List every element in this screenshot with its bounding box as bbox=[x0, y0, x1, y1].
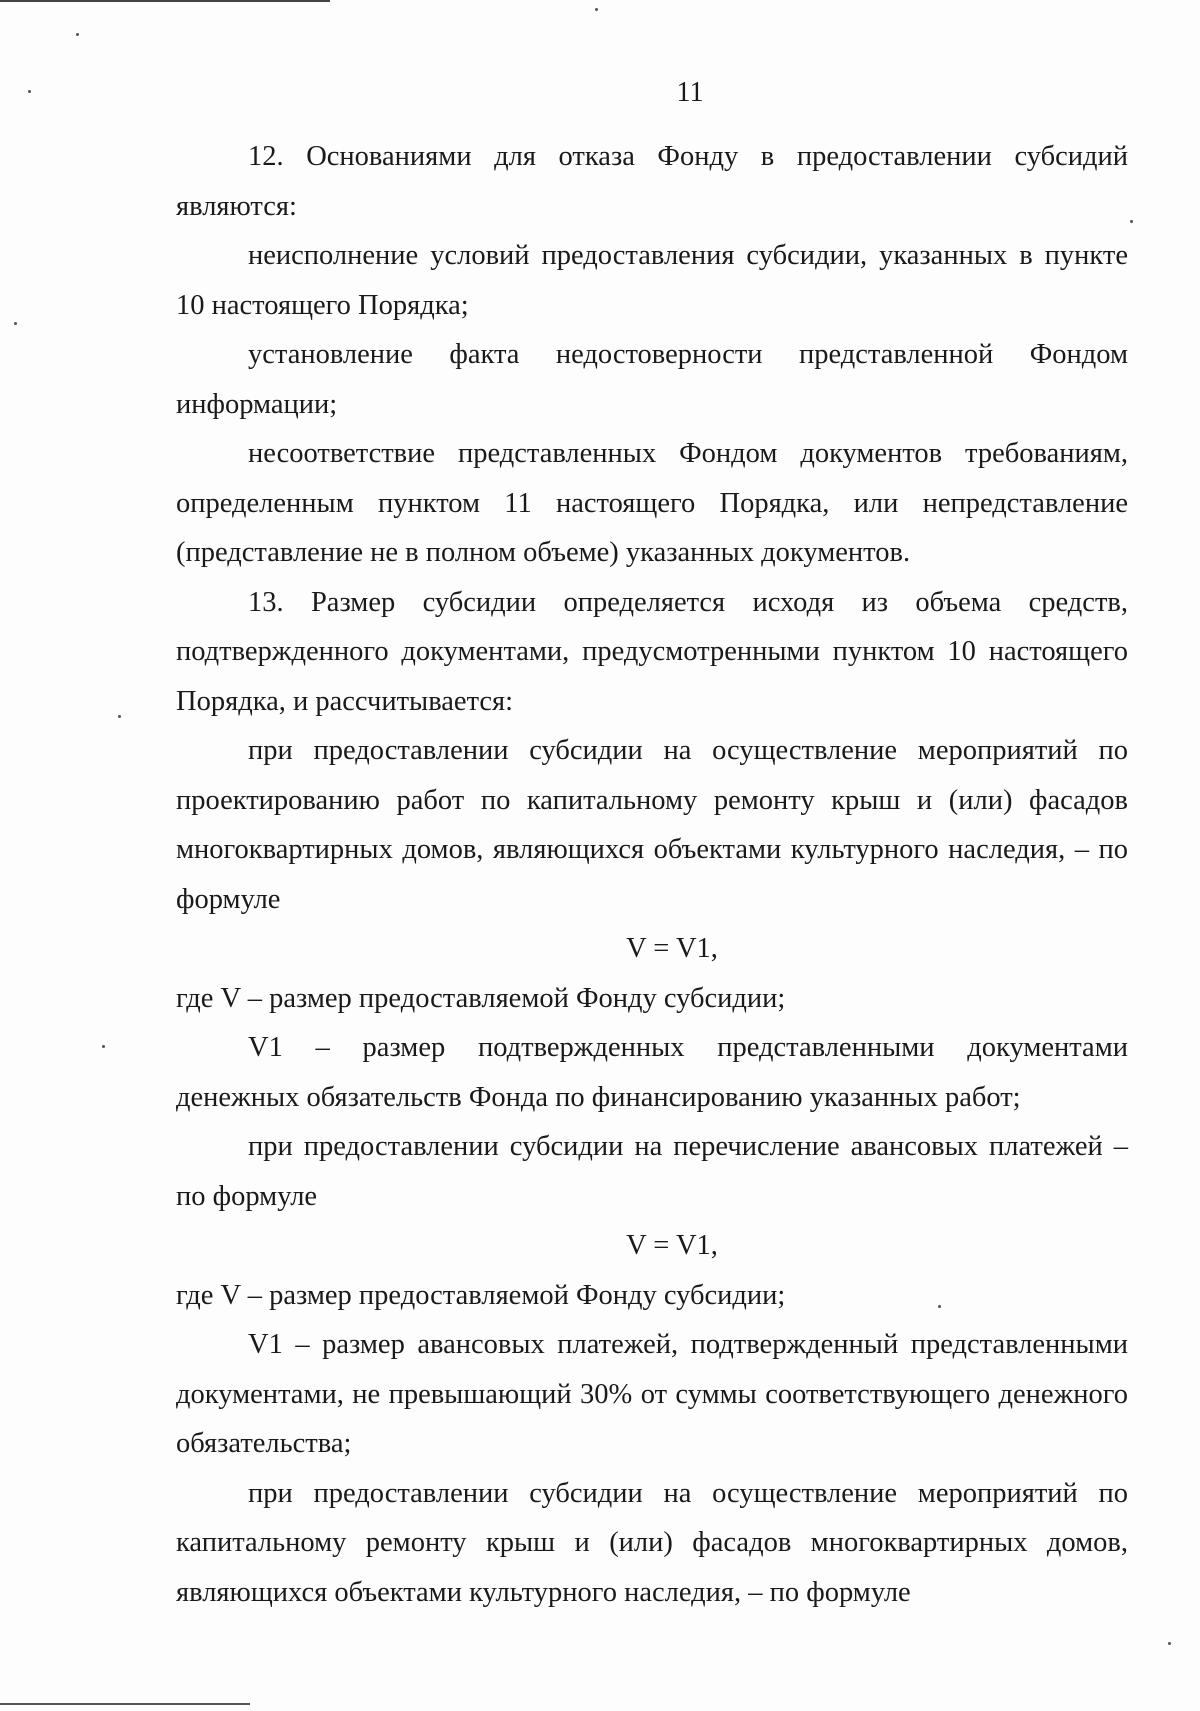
paragraph-formula-1-v1-definition: V1 – размер подтвержденных представленными документами денежных обязательств Фонда по финансированию указанных работ; bbox=[176, 1032, 1128, 1113]
paragraph-design-works-case: при предоставлении субсидии на осуществление мероприятий по проектированию работ по капитальному ремонту крыш и (или) фасадов многоквартирных домов, являющихся объектами культурного наследия, – по формуле bbox=[176, 735, 1128, 915]
scan-edge-bottom bbox=[0, 1703, 250, 1705]
formula-2: V = V1, bbox=[626, 1230, 718, 1261]
scan-speck bbox=[76, 33, 79, 36]
paragraph-repair-works-case: при предоставлении субсидии на осуществление мероприятий по капитальному ремонту крыш и (или) фасадов многоквартирных домов, являющихся объектами культурного наследия, – по формуле bbox=[176, 1477, 1128, 1608]
scan-edge-top bbox=[0, 0, 330, 2]
scan-speck bbox=[118, 715, 121, 718]
paragraph-refusal-ground-1: неисполнение условий предоставления субсидии, указанных в пункте 10 настоящего Порядка; bbox=[176, 240, 1128, 321]
paragraph-item-12: 12. Основаниями для отказа Фонду в предоставлении субсидий являются: bbox=[176, 141, 1128, 222]
paragraph-advance-payments-case: при предоставлении субсидии на перечисление авансовых платежей – по формуле bbox=[176, 1131, 1128, 1212]
paragraph-formula-2-v-definition: где V – размер предоставляемой Фонду субсидии; bbox=[176, 1279, 786, 1311]
scan-speck bbox=[595, 8, 598, 11]
document-body bbox=[176, 132, 1128, 1617]
paragraph-formula-2-v1-definition: V1 – размер авансовых платежей, подтвержденный представленными документами, не превышающий 30% от суммы соответствующего денежного обязательства; bbox=[176, 1329, 1128, 1459]
paragraph-refusal-ground-2: установление факта недостоверности представленной Фондом информации; bbox=[176, 339, 1128, 420]
scan-speck bbox=[1168, 1642, 1171, 1645]
page-number: 11 bbox=[676, 77, 704, 108]
scan-speck bbox=[1130, 220, 1133, 223]
scan-speck bbox=[14, 322, 17, 325]
paragraph-refusal-ground-3: несоответствие представленных Фондом документов требованиям, определенным пунктом 11 настоящего Порядка, или непредставление (представление не в полном объеме) указанных документов. bbox=[176, 438, 1128, 568]
paragraph-formula-1-v-definition: где V – размер предоставляемой Фонду субсидии; bbox=[176, 982, 786, 1014]
paragraph-item-13: 13. Размер субсидии определяется исходя из объема средств, подтвержденного документами, предусмотренными пунктом 10 настоящего Порядка, и рассчитывается: bbox=[176, 586, 1128, 717]
scan-speck bbox=[102, 1045, 105, 1048]
formula-1: V = V1, bbox=[626, 933, 718, 964]
